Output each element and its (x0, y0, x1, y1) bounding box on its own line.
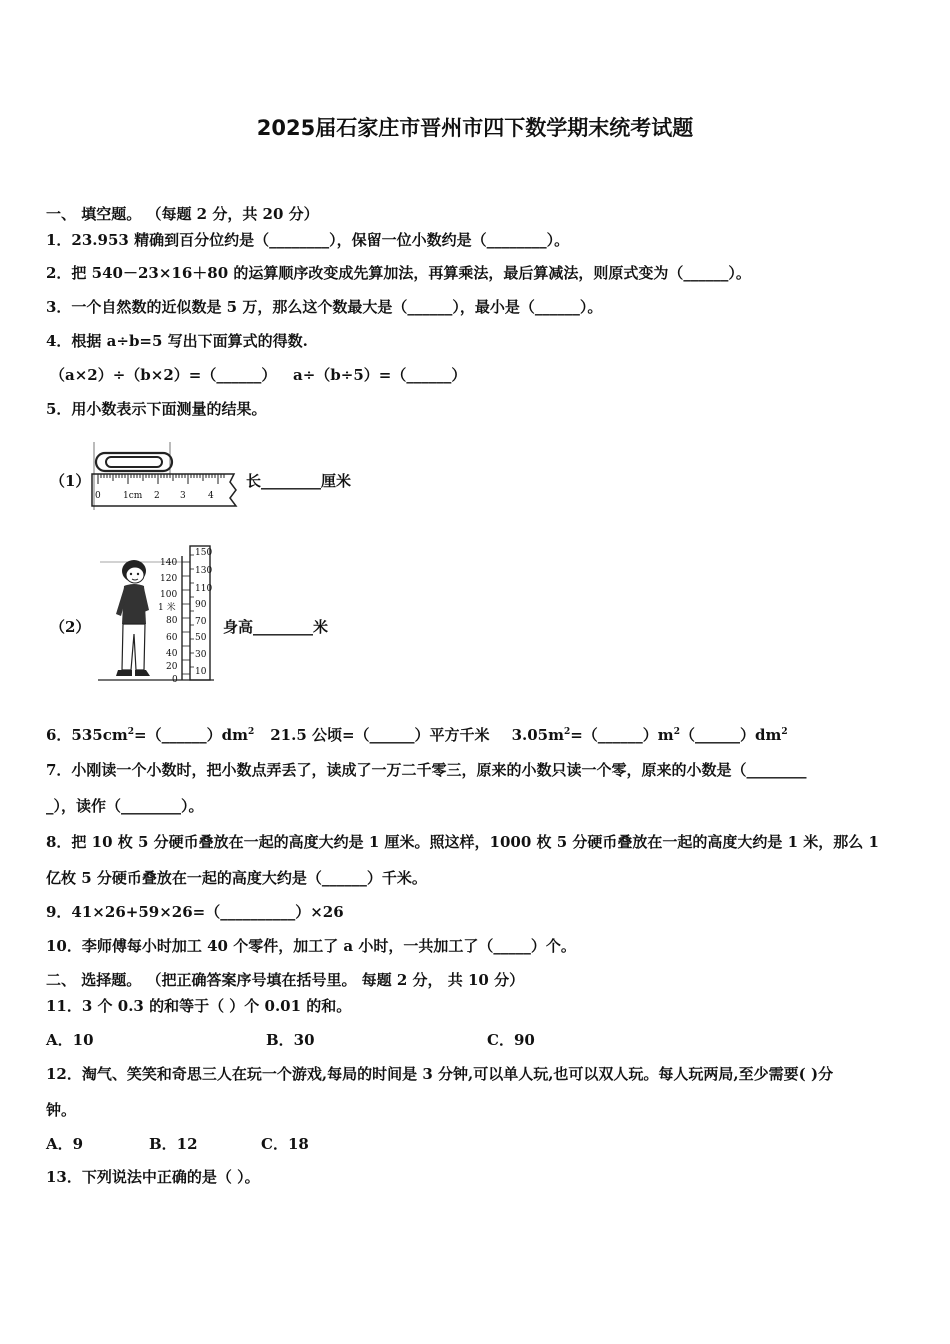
q12-option-c: C．18 (261, 1135, 309, 1153)
ruler-figure (88, 438, 240, 514)
ruler-tick-label: 4 (208, 491, 214, 501)
question-13: 13．下列说法中正确的是（ ）。 (46, 1168, 260, 1186)
question-12-line-2: 钟。 (46, 1101, 77, 1119)
question-7-line-2: _），读作（________）。 (46, 797, 204, 815)
question-11: 11．3 个 0.3 的和等于（ ）个 0.01 的和。 (46, 997, 352, 1015)
height-right-tick: 50 (195, 633, 207, 643)
paper-clip-outer (96, 453, 172, 471)
height-figure (96, 542, 218, 684)
height-right-tick: 150 (195, 548, 213, 558)
q11-option-a: A．10 (46, 1031, 94, 1049)
question-3: 3．一个自然数的近似数是 5 万，那么这个数最大是（______），最小是（______）。 (46, 298, 603, 316)
section-1-heading: 一、 填空题。 （每题 2 分，共 20 分） (46, 205, 319, 223)
question-8-line-2: 亿枚 5 分硬币叠放在一起的高度大约是（______）千米。 (46, 869, 427, 887)
section-2-heading: 二、 选择题。 （把正确答案序号填在括号里。 每题 2 分， 共 10 分） (46, 971, 525, 989)
height-right-tick: 10 (195, 667, 207, 677)
q11-option-c: C．90 (487, 1031, 535, 1049)
q5-part-2-answer: 身高________米 (223, 618, 329, 636)
q11-option-b: B．30 (266, 1031, 315, 1049)
height-left-tick: 140 (160, 558, 178, 568)
height-right-tick: 130 (195, 566, 213, 576)
q5-part-2-label: （2） (50, 618, 91, 636)
height-right-tick: 30 (195, 650, 207, 660)
ruler-tick-label: 1cm (123, 491, 143, 501)
height-left-tick: 1 米 (158, 603, 176, 613)
ruler-body (92, 474, 236, 506)
height-right-tick: 90 (195, 600, 207, 610)
question-4-part-a: （a×2）÷（b×2）=（______） (50, 366, 277, 384)
question-4: 4．根据 a÷b=5 写出下面算式的得数. (46, 332, 308, 350)
page-title: 2025届石家庄市晋州市四下数学期末统考试题 (256, 116, 694, 140)
q12-option-b: B．12 (149, 1135, 198, 1153)
height-left-tick: 60 (166, 633, 178, 643)
ruler-tick-label: 0 (95, 491, 101, 501)
question-8-line-1: 8．把 10 枚 5 分硬币叠放在一起的高度大约是 1 厘米。照这样，1000 枚 5 分硬币叠放在一起的高度大约是 1 米，那么 1 (46, 833, 879, 851)
question-9: 9．41×26+59×26=（__________）×26 (46, 903, 344, 921)
child-icon (116, 560, 150, 676)
height-left-tick: 80 (166, 616, 178, 626)
ruler-tick-label: 3 (180, 491, 186, 501)
height-right-tick: 110 (195, 584, 213, 594)
question-10: 10．李师傅每小时加工 40 个零件，加工了 a 小时，一共加工了（_____）个。 (46, 937, 576, 955)
question-4-part-b: a÷（b÷5）=（______） (293, 366, 467, 384)
height-left-tick: 40 (166, 649, 178, 659)
question-5: 5．用小数表示下面测量的结果。 (46, 400, 267, 418)
question-1: 1．23.953 精确到百分位约是（________），保留一位小数约是（________）。 (46, 231, 570, 249)
height-left-tick: 120 (160, 574, 178, 584)
question-7-line-1: 7．小刚读一个小数时，把小数点弄丢了，读成了一万二千零三，原来的小数只读一个零，原来的小数是（________ (46, 761, 807, 779)
question-2: 2．把 540－23×16＋80 的运算顺序改变成先算加法，再算乘法，最后算减法，则原式变为（______）。 (46, 264, 751, 282)
question-12-line-1: 12．淘气、笑笑和奇思三人在玩一个游戏,每局的时间是 3 分钟,可以单人玩,也可以双人玩。每人玩两局,至少需要( )分 (46, 1065, 834, 1083)
height-left-tick: 0 (172, 675, 178, 684)
q5-part-1-label: （1） (50, 472, 91, 490)
height-left-tick: 20 (166, 662, 178, 672)
q12-option-a: A．9 (46, 1135, 84, 1153)
ruler-tick-label: 2 (154, 491, 160, 501)
question-6: 6．$535cm^2=(\_\_\_\_\_\_)dm^2$ 21.5 公顷=（______）平方千米 $3.05m^2=(\_\_\_\_\_\_)m^2(\_\_\_\_\_\_)dm^2$ (46, 726, 788, 744)
q5-part-1-answer: 长________厘米 (246, 472, 352, 490)
paper-clip-inner (106, 457, 162, 467)
height-right-tick: 70 (195, 617, 207, 627)
height-left-tick: 100 (160, 590, 178, 600)
